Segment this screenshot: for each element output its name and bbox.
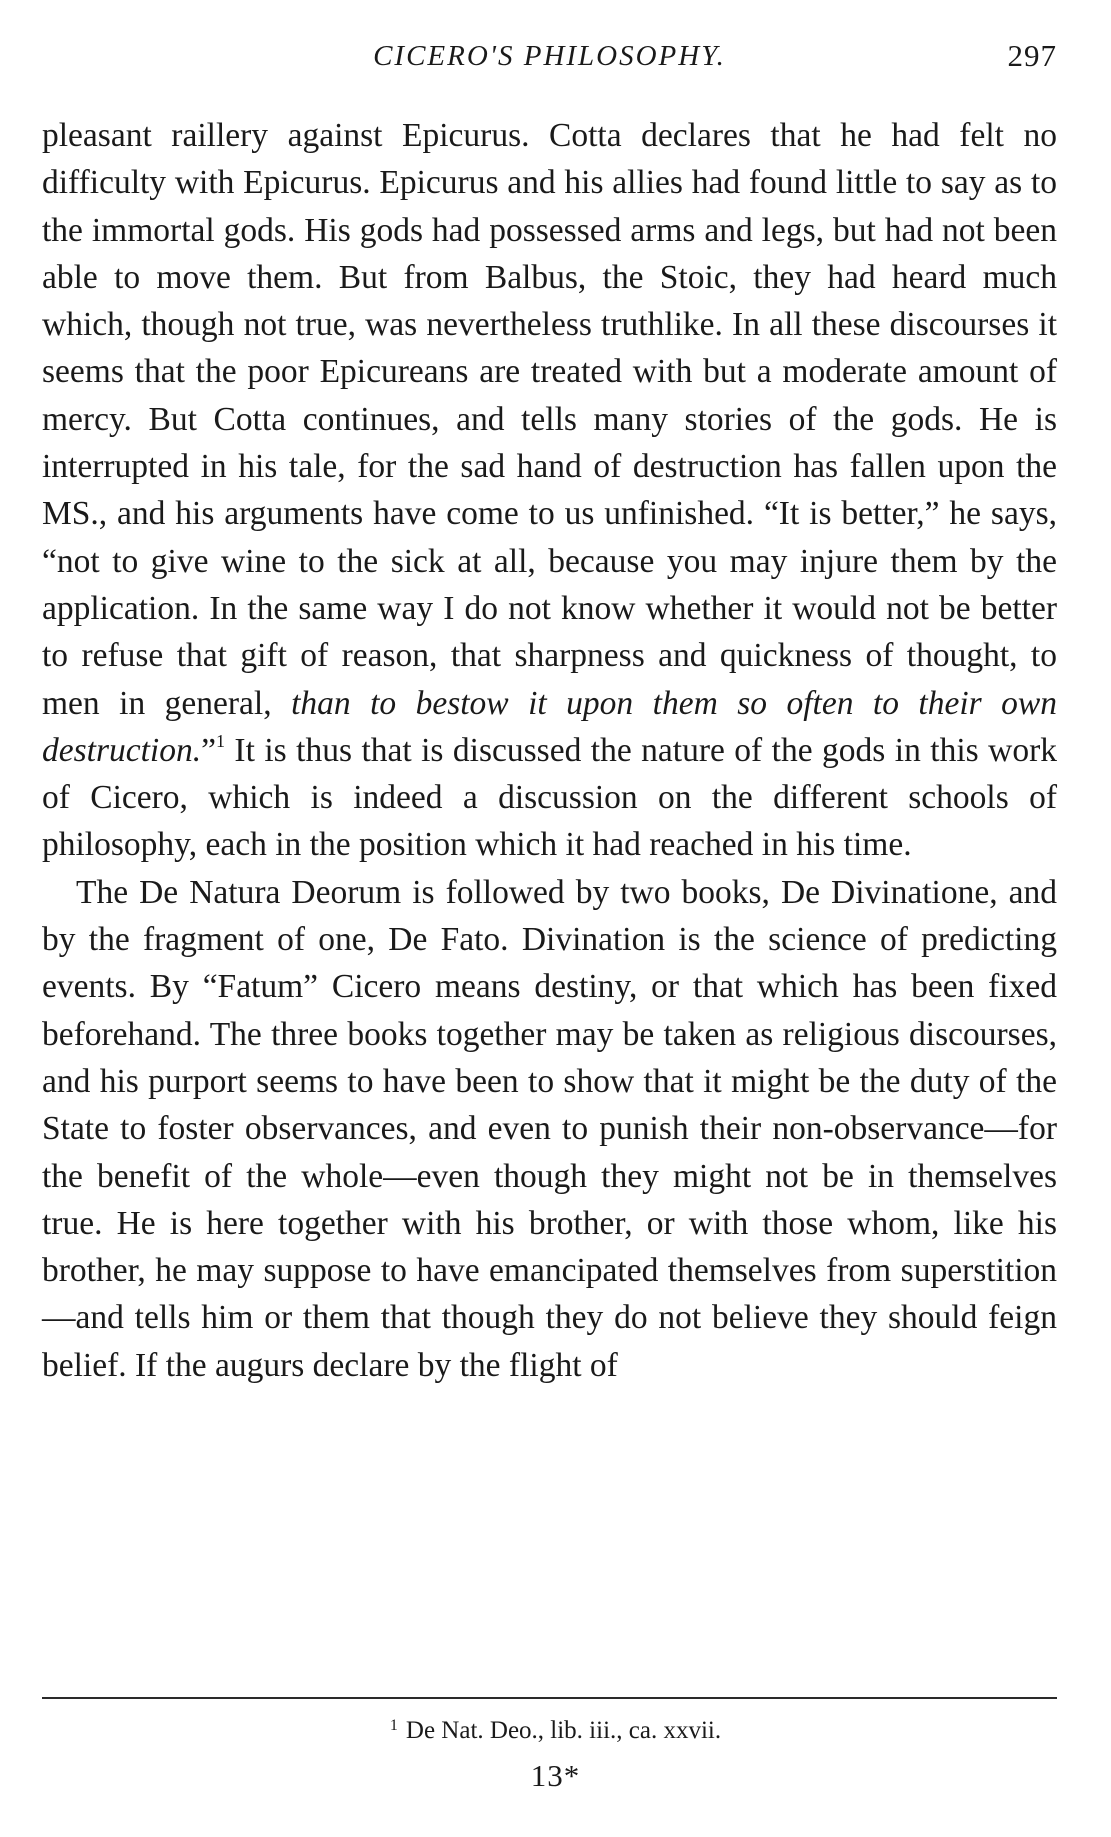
signature-mark: 13*: [530, 1758, 581, 1793]
footnote-1: [0, 1717, 1111, 1745]
page-number: 297: [1007, 38, 1057, 73]
footnote-reference-1: 1: [215, 730, 225, 751]
paragraph-1-italic: than to bestow it upon them so often to their own destruction.: [42, 684, 1057, 769]
paragraph-1-close-quote: ”: [201, 731, 216, 769]
footnote-1-mark: 1: [389, 1717, 398, 1734]
running-head: [42, 38, 1057, 78]
footnote-1-text: De Nat. Deo., lib. iii., ca. xxvii.: [405, 1717, 722, 1744]
body-text: [42, 112, 1057, 1389]
paragraph-1-tail: It is thus that is discussed the nature of the gods in this work of Cicero, which is indeed a discussion on the different schools of philosophy, each in the position which it had reached in his time.: [42, 731, 1057, 864]
paragraph-1: [42, 112, 1057, 869]
paragraph-1-lead: pleasant raillery against Epicurus. Cotta declares that he had felt no difficulty with Epicurus. Epicurus and his allies had found little to say as to the immortal gods. His gods had possessed arms and legs, but had not been able to move them. But from Balbus, the Stoic, they had heard much which, though not true, was nevertheless truthlike. In all these discourses it seems that the poor Epicureans are treated with but a moderate amount of mercy. But Cotta continues, and tells many stories of the gods. He is interrupted in his tale, for the sad hand of destruction has fallen upon the MS., and his arguments have come to us unfinished. “It is better,” he says, “not to give wine to the sick at all, because you may injure them by the application. In the same way I do not know whether it would not be better to refuse that gift of reason, that sharpness and quickness of thought, to men in general,: [42, 117, 1057, 722]
footnote-rule: [42, 1697, 1057, 1699]
running-title: CICERO'S PHILOSOPHY.: [373, 40, 726, 72]
paragraph-2: The De Natura Deorum is followed by two books, De Divinatione, and by the fragment of one, De Fato. Divination is the science of predicting events. By “Fatum” Cicero means destiny, or that which has been fixed beforehand. The three books together may be taken as religious discourses, and his purport seems to have been to show that it might be the duty of the State to foster observances, and even to punish their non-observance—for the benefit of the whole—even though they might not be in themselves true. He is here together with his brother, or with those whom, like his brother, he may suppose to have emancipated themselves from superstition —and tells him or them that though they do not believe they should feign belief. If the augurs declare by the flight of: [42, 873, 1057, 1384]
